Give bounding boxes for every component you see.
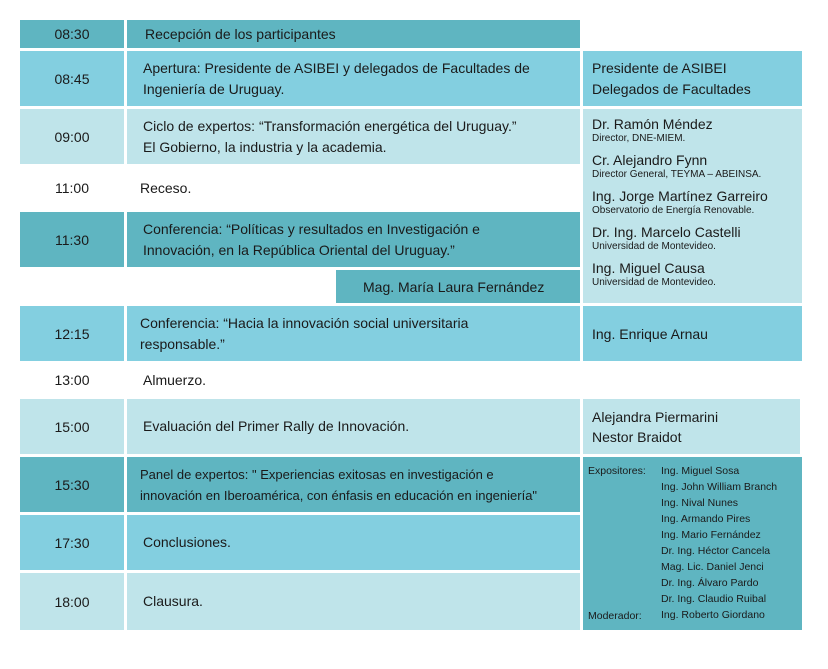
expert	[592, 259, 802, 289]
agenda-text: Panel de expertos: " Experiencias exitosas en investigación e	[140, 466, 494, 482]
agenda-item	[127, 399, 580, 454]
speaker-name: Mag. María Laura Fernández	[363, 278, 545, 295]
agenda-item	[127, 109, 580, 164]
time-text: 18:00	[54, 593, 90, 610]
time-text: 11:30	[55, 231, 89, 248]
time-cell	[20, 109, 124, 164]
speaker-name: Ing. Jorge Martínez Garreiro	[592, 188, 768, 204]
panel-member: Dr. Ing. Álvaro Pardo	[661, 577, 759, 589]
time-cell	[20, 573, 124, 630]
agenda-text: Evaluación del Primer Rally de Innovación.	[143, 418, 410, 434]
agenda-item	[127, 20, 580, 48]
agenda-text: innovación en Iberoamérica, con énfasis en educación en ingeniería"	[140, 487, 538, 503]
conference-speaker	[336, 270, 580, 303]
time-cell	[20, 457, 124, 512]
agenda-item	[127, 515, 580, 570]
time-cell	[20, 20, 124, 48]
time-cell	[20, 364, 124, 396]
panel-member: Ing. Armando Pires	[661, 513, 751, 525]
panel-member: Ing. Mario Fernández	[661, 529, 761, 541]
agenda-text: Apertura: Presidente de ASIBEI y delegados de Facultades de	[143, 59, 530, 76]
rally-speakers	[583, 399, 800, 454]
time-text: 08:45	[54, 70, 90, 87]
time-text: 11:00	[55, 180, 89, 196]
panel-member: Ing. John William Branch	[661, 481, 778, 493]
time-text: 09:00	[54, 128, 90, 145]
speaker-name: Dr. Ing. Marcelo Castelli	[592, 224, 741, 240]
panel-member: Dr. Ing. Claudio Ruibal	[661, 593, 767, 605]
time-text: 13:00	[54, 372, 90, 388]
time-cell	[20, 306, 124, 361]
agenda-item	[127, 306, 580, 361]
speaker-affiliation: Observatorio de Energía Renovable.	[592, 205, 755, 216]
agenda-text: Conferencia: “Políticas y resultados en Investigación e	[143, 220, 480, 237]
time-text: 17:30	[54, 534, 90, 551]
speaker-name: Ing. Enrique Arnau	[592, 325, 708, 342]
time-text: 12:15	[54, 325, 90, 342]
social-innovation-speaker	[583, 306, 802, 361]
expert	[592, 115, 802, 145]
time-text: 15:30	[54, 476, 90, 493]
time-cell	[20, 51, 124, 106]
speaker-affiliation: Universidad de Montevideo.	[592, 277, 716, 288]
speaker-affiliation: Universidad de Montevideo.	[592, 241, 716, 252]
time-text: 15:00	[54, 418, 90, 435]
expositores-label: Expositores:	[588, 465, 646, 477]
agenda-text: Clausura.	[143, 593, 203, 609]
expert	[592, 151, 802, 181]
time-text: 08:30	[54, 26, 90, 42]
agenda-item	[127, 457, 580, 512]
agenda-text: responsable.”	[140, 335, 225, 352]
speaker-name: Nestor Braidot	[592, 428, 682, 445]
panel-member: Ing. Nival Nunes	[661, 497, 739, 509]
time-cell	[20, 399, 124, 454]
panel-member: Ing. Miguel Sosa	[661, 465, 740, 477]
agenda-text: Conferencia: “Hacia la innovación social universitaria	[140, 314, 469, 331]
panel-member: Dr. Ing. Héctor Cancela	[661, 545, 771, 557]
agenda-text: Conclusiones.	[143, 534, 231, 550]
time-cell	[20, 167, 124, 209]
experts-speakers	[583, 109, 802, 303]
agenda-item	[127, 364, 580, 396]
agenda-text: Recepción de los participantes	[145, 25, 336, 42]
agenda-item	[127, 51, 580, 106]
speaker-name: Alejandra Piermarini	[592, 408, 719, 425]
agenda-text: Innovación, en la República Oriental del Uruguay.”	[143, 241, 455, 258]
speaker-name: Ing. Miguel Causa	[592, 260, 705, 276]
time-cell	[20, 515, 124, 570]
time-cell	[20, 212, 124, 267]
agenda-text: El Gobierno, la industria y la academia.	[143, 138, 387, 155]
agenda-text: Ciclo de expertos: “Transformación energética del Uruguay.”	[143, 117, 517, 134]
agenda-text: Almuerzo.	[143, 371, 207, 388]
speaker-name: Dr. Ramón Méndez	[592, 116, 713, 132]
moderator-name: Ing. Roberto Giordano	[661, 609, 765, 621]
panel-member: Mag. Lic. Daniel Jenci	[661, 561, 764, 573]
expert	[592, 187, 802, 217]
speaker-name: Cr. Alejandro Fynn	[592, 152, 708, 168]
speaker-affiliation: Director, DNE-MIEM.	[592, 133, 686, 144]
speaker-affiliation: Director General, TEYMA – ABEINSA.	[592, 169, 762, 180]
panel-speakers	[583, 457, 802, 630]
agenda-item	[127, 573, 580, 630]
agenda-item	[127, 167, 580, 209]
agenda-item	[127, 212, 580, 267]
expert	[592, 223, 802, 253]
opening-speakers	[583, 51, 802, 106]
speaker-name: Presidente de ASIBEI	[592, 59, 727, 76]
moderador-label: Moderador:	[588, 610, 642, 622]
agenda-text: Receso.	[140, 179, 192, 196]
speaker-name: Delegados de Facultades	[592, 80, 751, 97]
agenda-text: Ingeniería de Uruguay.	[143, 80, 285, 97]
